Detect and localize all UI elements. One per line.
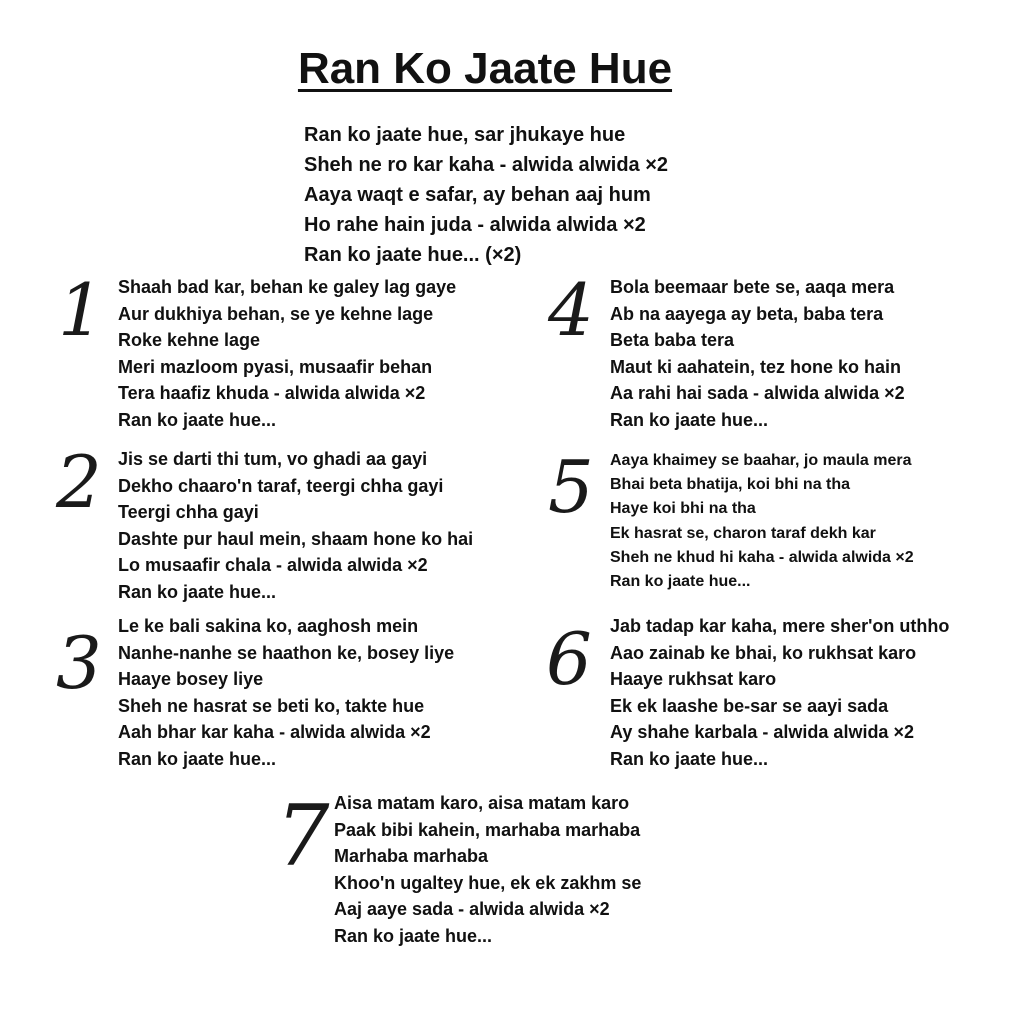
verse-line: Tera haafiz khuda - alwida alwida ×2 [118, 383, 426, 403]
page-title: Ran Ko Jaate Hue [297, 44, 673, 93]
verse-line: Ran ko jaate hue... [118, 748, 277, 769]
verse-line: Haye koi bhi na tha [610, 500, 756, 518]
verse-line: Haaye bosey liye [118, 669, 264, 689]
verse-line: Bola beemaar bete se, aaqa mera [610, 277, 895, 297]
verse-line: Aao zainab ke bhai, ko rukhsat karo [610, 642, 917, 663]
verse-line: Teergi chha gayi [118, 502, 259, 522]
verse-line: Aa rahi hai sada - alwida alwida ×2 [610, 383, 905, 403]
verse-number: 6 [546, 617, 592, 701]
verse-line: Ran ko jaate hue... [610, 409, 769, 430]
verse-line: Ab na aayega ay beta, baba tera [610, 303, 884, 324]
verse-number: 4 [548, 268, 594, 352]
verse-line: Nanhe-nanhe se haathon ke, bosey liye [118, 642, 455, 663]
verse-lines [118, 274, 456, 433]
verse-line: Ran ko jaate hue... [118, 409, 277, 430]
verse-line: Ek ek laashe be-sar se aayi sada [610, 695, 889, 716]
verse-line: Ran ko jaate hue... [334, 925, 493, 946]
verse-lines [610, 449, 914, 594]
chorus-line: Sheh ne ro kar kaha - alwida alwida ×2 [304, 154, 669, 176]
chorus-line: Ran ko jaate hue, sar jhukaye hue [304, 124, 626, 146]
verse-line: Ran ko jaate hue... [118, 581, 277, 602]
verse-line: Dashte pur haul mein, shaam hone ko hai [118, 528, 474, 549]
verse-line: Paak bibi kahein, marhaba marhaba [334, 819, 641, 840]
verse-line: Jab tadap kar kaha, mere sher'on uthho [610, 616, 950, 636]
chorus-line: Ran ko jaate hue... (×2) [304, 244, 522, 266]
verse-number: 7 [276, 787, 330, 885]
verse-line: Roke kehne lage [118, 330, 261, 350]
verse-line: Aaya khaimey se baahar, jo maula mera [610, 452, 912, 469]
verse-line: Aah bhar kar kaha - alwida alwida ×2 [118, 722, 431, 742]
verse-line: Marhaba marhaba [334, 846, 489, 866]
verse-lines [610, 613, 949, 772]
chorus-line: Ho rahe hain juda - alwida alwida ×2 [304, 214, 646, 236]
verse-line: Maut ki aahatein, tez hone ko hain [610, 356, 902, 377]
verse-line: Le ke bali sakina ko, aaghosh mein [118, 616, 419, 636]
verse-line: Ek hasrat se, charon taraf dekh kar [610, 524, 876, 542]
verse-number: 5 [548, 445, 594, 529]
verse-line: Bhai beta bhatija, koi bhi na tha [610, 476, 851, 494]
verse-line: Ay shahe karbala - alwida alwida ×2 [610, 722, 914, 742]
verse-line: Aur dukhiya behan, se ye kehne lage [118, 303, 434, 324]
verse-line: Haaye rukhsat karo [610, 669, 777, 689]
verse-line: Khoo'n ugaltey hue, ek ek zakhm se [334, 872, 642, 893]
verse-line: Sheh ne hasrat se beti ko, takte hue [118, 695, 425, 716]
verse-line: Dekho chaaro'n taraf, teergi chha gayi [118, 475, 444, 496]
verse-line: Meri mazloom pyasi, musaafir behan [118, 356, 433, 377]
verse-line: Aaj aaye sada - alwida alwida ×2 [334, 899, 610, 919]
verse-line: Beta baba tera [610, 330, 735, 350]
verse-line: Ran ko jaate hue... [610, 748, 769, 769]
chorus [304, 120, 668, 270]
verse-line: Sheh ne khud hi kaha - alwida alwida ×2 [610, 548, 914, 566]
verse-lines [118, 446, 473, 605]
chorus-line: Aaya waqt e safar, ay behan aaj hum [304, 184, 651, 206]
verse-line: Lo musaafir chala - alwida alwida ×2 [118, 555, 428, 575]
verse-lines [118, 613, 454, 772]
verse-number: 3 [56, 621, 102, 705]
verse-lines [610, 274, 905, 433]
verse-line: Shaah bad kar, behan ke galey lag gaye [118, 277, 457, 297]
verse-lines [334, 790, 641, 949]
verse-number: 2 [56, 440, 102, 524]
verse-line: Aisa matam karo, aisa matam karo [334, 793, 630, 813]
verse-line: Ran ko jaate hue... [610, 573, 751, 591]
verse-number: 1 [58, 268, 104, 352]
verse-line: Jis se darti thi tum, vo ghadi aa gayi [118, 449, 428, 469]
